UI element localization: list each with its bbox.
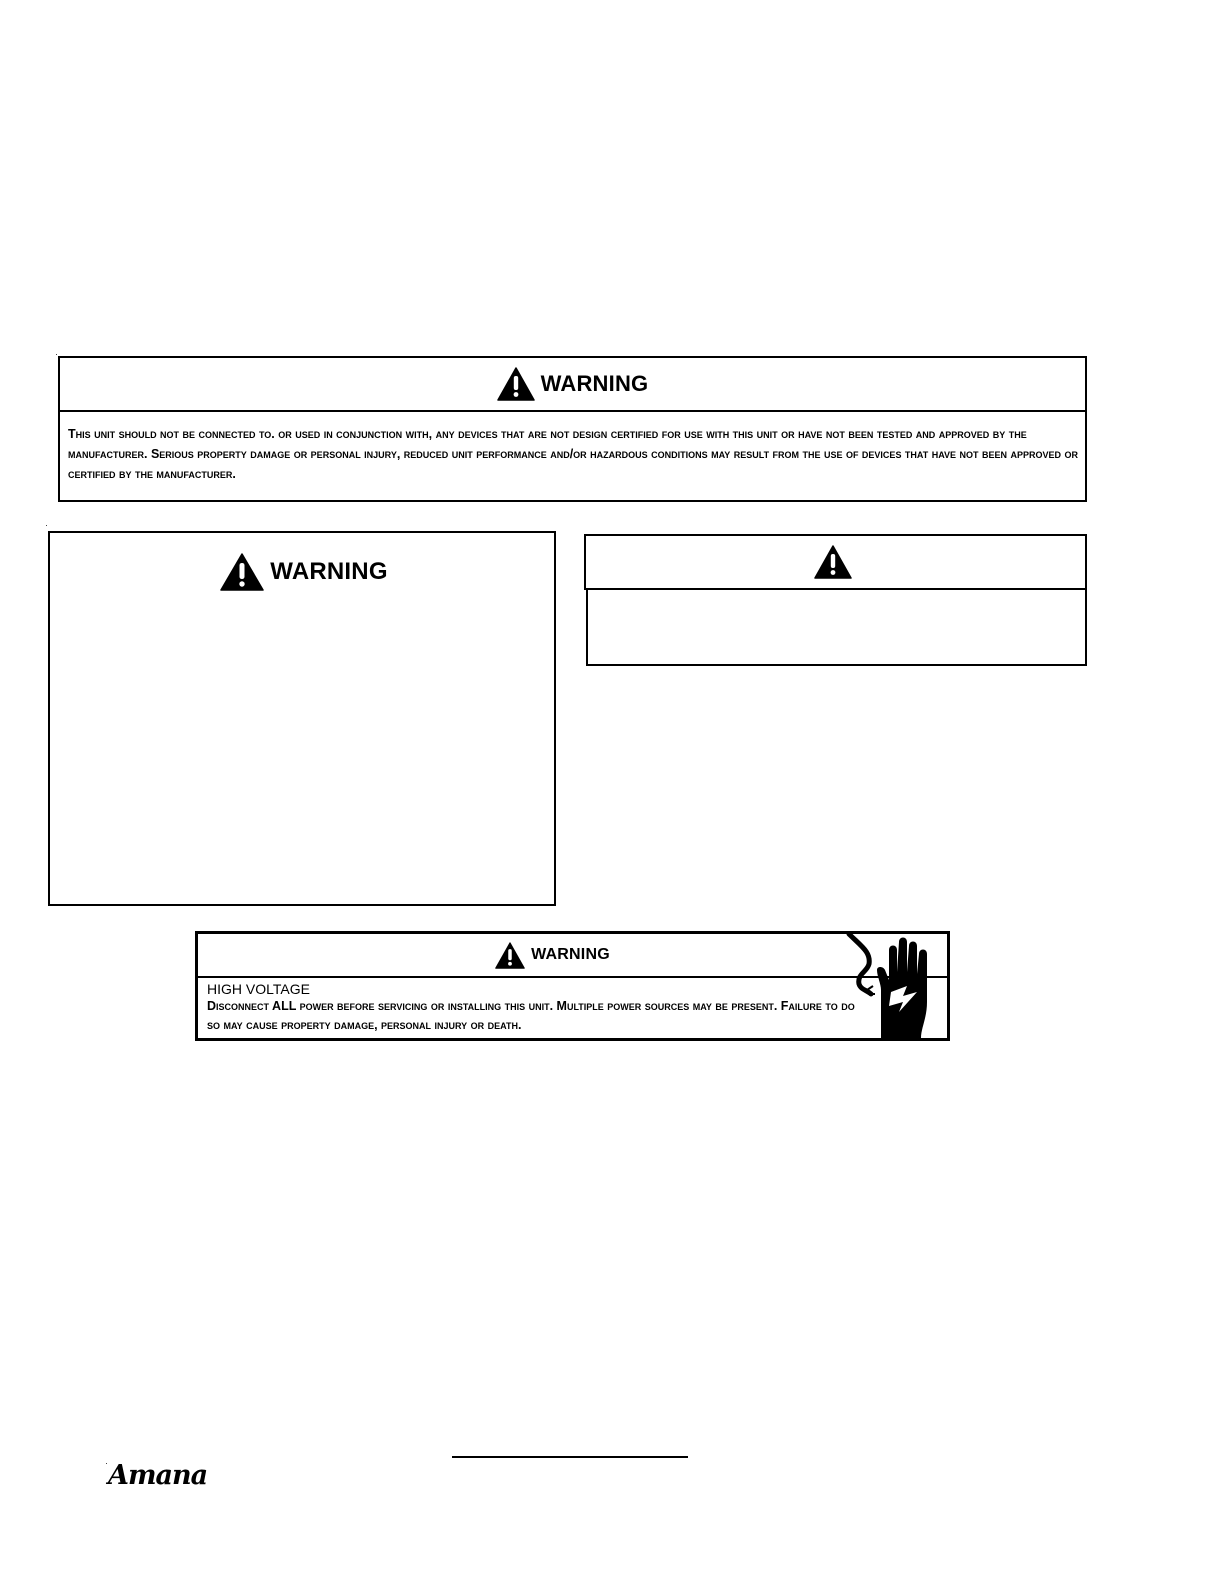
warning-triangle-icon (495, 942, 525, 969)
warning-header (58, 356, 1087, 412)
warning-triangle-icon (814, 545, 852, 579)
warning-body (58, 410, 1087, 502)
speck (46, 525, 47, 526)
warning-triangle-icon (220, 553, 264, 591)
speck (106, 1463, 107, 1464)
warning-header (50, 547, 558, 597)
warning-header (584, 534, 1087, 590)
warning-title: HIGH VOLTAGE (207, 981, 310, 997)
warning-body (586, 588, 1087, 666)
warning-header (198, 934, 947, 978)
footer-rule (452, 1456, 688, 1458)
warning-heading: WARNING (270, 558, 388, 585)
warning-box-left (48, 531, 556, 906)
warning-text: Disconnect ALL power before servicing or installing this unit. Multiple power sources may be present. Failure to do so may cause property damage, personal injury or death. (207, 999, 855, 1032)
warning-box-right (584, 534, 1087, 666)
warning-heading: WARNING (531, 946, 610, 963)
electric-shock-hand-icon (841, 932, 941, 1040)
warning-triangle-icon (497, 367, 535, 401)
warning-box-high-voltage (195, 931, 950, 1041)
warning-text: This unit should not be connected to. or used in conjunction with, any devices that are not design certified for use with this unit or have not been tested and approved by the manufacturer. Serious property damage or personal injury, reduced unit performance and/or hazardous conditions may result from the use of devices that have not been approved or certified by the manufacturer. (68, 427, 1078, 481)
speck (56, 354, 57, 355)
warning-box-device-compatibility (58, 356, 1087, 502)
brand-logo: Amana (108, 1460, 208, 1491)
warning-heading: WARNING (540, 371, 649, 396)
